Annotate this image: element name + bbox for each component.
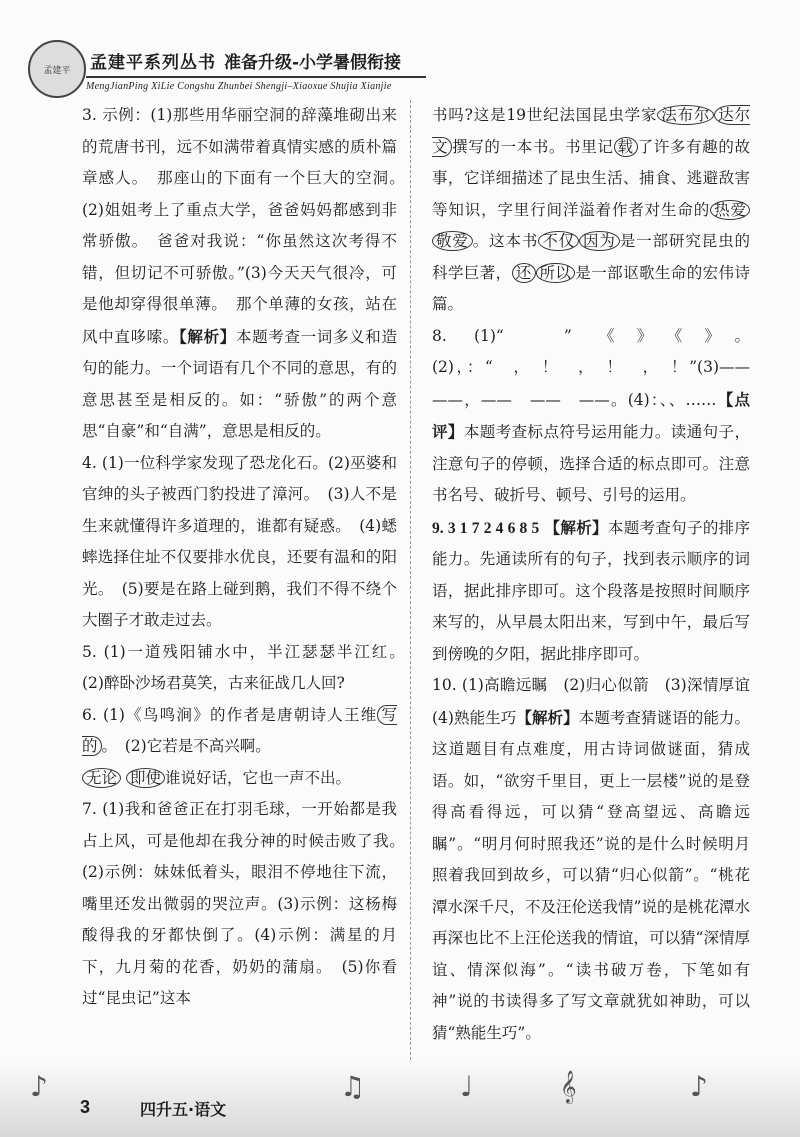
circled-word: 载 xyxy=(614,137,638,157)
answer-5: 5. (1)一道残阳铺水中，半江瑟瑟半江红。 (2)醉卧沙场君莫笑，古来征战几人回? xyxy=(82,642,413,692)
right-column xyxy=(432,100,766,1049)
answer-8-analysis: 本题考查标点符号运用能力。读通句子，注意句子的停顿，选择合适的标点即可。注意书名号、破折号、顿号、引号的运用。 xyxy=(432,423,750,504)
analysis-tag: 【解析】 xyxy=(544,517,608,537)
music-note-icon: ♩ xyxy=(460,1070,474,1103)
treble-clef-icon: 𝄞 xyxy=(560,1070,577,1103)
text: 撰写的一本书。书里记 xyxy=(452,137,614,156)
answer-6 xyxy=(82,700,397,795)
analysis-tag: 【解析】 xyxy=(516,707,579,727)
answer-3 xyxy=(82,100,413,448)
music-note-icon: ♪ xyxy=(690,1070,708,1103)
correction-word: 法布尔 xyxy=(657,105,714,125)
answer-10-text: 10. (1)高瞻远瞩 (2)归心似箭 (3)深情厚谊 (4)熟能生巧 xyxy=(432,676,766,727)
grade-label: 四升五·语文 xyxy=(140,1100,227,1119)
column-divider xyxy=(410,100,411,1080)
circled-word: 因为 xyxy=(579,231,620,251)
text: 。这本书 xyxy=(472,232,539,250)
correction-word: 无论 xyxy=(82,768,121,788)
answer-10-analysis: 本题考查猜谜语的能力。这道题目有点难度，用古诗词做谜面，猜成语。如，“欲穷千里目，更上一层楼”说的是登得高看得远，可以猜“登高望远、高瞻远瞩”。“明月何时照我还”说的是什么时候明月照着我回到故乡，可以猜“归心似箭”。“桃花潭水深千尺，不及汪伦送我情”说的是桃花潭水再深也比不上汪伦送我的情谊，可以猜“深情厚谊、情深似海”。“读书破万卷，下笔如有神”说的书读得多了写文章就犹如神助，可以猜“熟能生巧”。 xyxy=(432,708,750,1042)
answer-10 xyxy=(432,670,766,1049)
answer-9-analysis: 本题考查句子的排序能力。先通读所有的句子，找到表示顺序的词语，据此排序即可。这个段落是按照时间顺序来写的，从早晨太阳出来，写到中午，最后写到傍晚的夕阳，据此排序即可。 xyxy=(432,518,750,663)
answer-7-continued xyxy=(432,100,750,321)
answer-7: 7. (1)我和爸爸正在打羽毛球，一开始都是我占上风，可是他却在我分神的时候击败了我。 (2)示例：妹妹低着头，眼泪不停地往下流，嘴里还发出微弱的哭泣声。(3)示例：这杨梅酸得我的牙都快倒了。(4)示例：满星的月下，九月菊的花香，奶奶的蒲扇。 (5)你看过“昆虫记”这本 xyxy=(82,800,413,1007)
footer-band xyxy=(0,1060,800,1137)
circled-word: 写的 xyxy=(82,705,397,755)
answer-8 xyxy=(432,321,766,512)
answer-9-text: 9. 3 1 7 2 4 6 8 5 xyxy=(432,519,540,537)
text: 了许多有趣的故事，它详细描述了昆虫生活、捕食、逃避敌害等知识，字里行间洋溢着作者对生命的 xyxy=(432,137,750,219)
correction-word: 还 xyxy=(512,263,536,283)
series-logo xyxy=(28,40,86,98)
review-tag: 【点评】 xyxy=(432,389,750,441)
circled-word: 达尔文 xyxy=(432,106,750,156)
answer-3-analysis: 本题考查一词多义和造句的能力。一个词语有几个不同的意思，有的意思甚至是相反的。如：“骄傲”的两个意思“自豪”和“自满”，意思是相反的。 xyxy=(82,327,397,440)
left-column xyxy=(82,100,413,1015)
answer-9 xyxy=(432,512,750,671)
answer-6-part-c: 谁说好话，它也一声不出。 xyxy=(164,768,351,787)
music-note-icon: ♪ xyxy=(30,1070,48,1103)
book-title: 准备升级-小学暑假衔接 xyxy=(224,53,402,73)
logo-text: 孟建平 xyxy=(43,65,71,76)
answer-4: 4. (1)一位科学家发现了恐龙化石。(2)巫婆和官绅的头子被西门豹投进了漳河。 (3)人不是生来就懂得许多道理的，谁都有疑惑。 (4)蟋蟀选择住址不仅要排水优良，还要有温和的阳光。 (5)要是在路上碰到鹅，我们不得不绕个大圈子才敢走过去。 xyxy=(82,453,397,629)
answer-6-part-b: 。 (2)它若是不高兴啊。 xyxy=(101,737,271,755)
circled-word: 即使 xyxy=(126,768,165,788)
correction-word: 不仅 xyxy=(538,231,579,251)
text: 书吗?这是19世纪法国昆虫学家 xyxy=(432,106,658,124)
circled-word: 敬爱 xyxy=(432,231,473,251)
series-name: 孟建平系列丛书 xyxy=(90,53,216,73)
circled-word: 所以 xyxy=(536,263,576,283)
music-note-icon: ♫ xyxy=(340,1070,366,1103)
answer-6-part-a: 6. (1)《鸟鸣涧》的作者是唐朝诗人王维 xyxy=(82,705,378,724)
text: 是一部讴歌生命的宏伟诗篇。 xyxy=(432,263,750,313)
answer-8-text: 8. (1)“ ” 《》《》。(2)，：“ ， ！ ， ！ ， ！”(3)—— ——，—— —— ——。(4)：、、…… xyxy=(432,326,766,409)
analysis-tag: 【解析】 xyxy=(179,326,236,346)
pinyin-subtitle: MengJianPing XiLie Congshu Zhunbei Shengji–Xiaoxue Shujia Xianjie xyxy=(86,76,426,92)
answer-3-text: 3. 示例：(1)那些用华丽空洞的辞藻堆砌出来的荒唐书刊，远不如满带着真情实感的质朴篇章感人。 那座山的下面有一个巨大的空洞。 (2)姐姐考上了重点大学，爸爸妈妈都感到非常骄傲。 爸爸对我说：“你虽然这次考得不错，但切记不可骄傲。”(3)今天天气很冷，可是他却穿得很单薄。 那个单薄的女孩，站在风中直哆嗦。 xyxy=(82,106,413,346)
correction-word: 热爱 xyxy=(710,200,750,220)
text: 是一部研究昆虫的科学巨著， xyxy=(432,232,750,282)
page-number: 3 xyxy=(80,1097,91,1117)
